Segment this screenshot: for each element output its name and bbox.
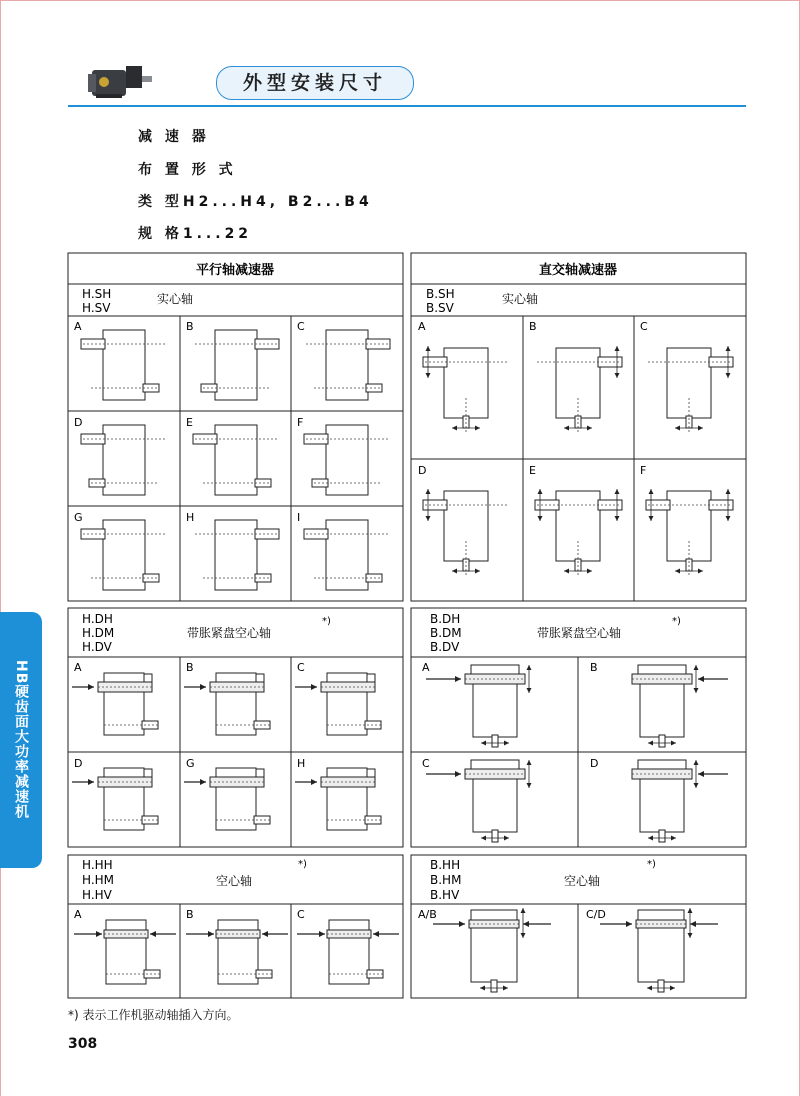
cell-label: C xyxy=(297,908,305,921)
arrow-icon xyxy=(504,836,509,841)
cell-label: A xyxy=(74,320,82,333)
arrow-icon xyxy=(319,931,325,937)
side-tab xyxy=(0,612,42,868)
arrow-icon xyxy=(649,489,654,494)
arrow-icon xyxy=(726,516,731,521)
arrow-icon xyxy=(521,908,526,913)
arrow-icon xyxy=(648,741,653,746)
arrow-icon xyxy=(527,783,532,788)
arrow-icon xyxy=(615,346,620,351)
arrow-icon xyxy=(452,426,457,431)
arrow-icon xyxy=(455,771,461,777)
cell-label: I xyxy=(297,511,301,524)
drawing-shape xyxy=(659,735,665,747)
arrow-icon xyxy=(615,516,620,521)
arrow-icon xyxy=(88,779,94,785)
type-code: B.DV xyxy=(430,640,460,654)
drawing-shape xyxy=(473,772,517,832)
footnote-marker: *) xyxy=(298,859,307,870)
drawing-shape xyxy=(326,330,368,400)
cell-label: C xyxy=(297,320,305,333)
arrow-icon xyxy=(698,569,703,574)
arrow-icon xyxy=(698,426,703,431)
shaft-label: 实心轴 xyxy=(502,292,539,306)
arrow-icon xyxy=(670,986,675,991)
drawing-shape xyxy=(492,735,498,747)
type-code: B.DH xyxy=(430,612,461,626)
cell-label: A xyxy=(74,661,82,674)
cell-label: G xyxy=(74,511,83,524)
arrow-icon xyxy=(200,684,206,690)
arrow-icon xyxy=(648,836,653,841)
drawing-shape xyxy=(103,330,145,400)
arrow-icon xyxy=(694,783,699,788)
shaft-label: 带胀紧盘空心轴 xyxy=(187,626,272,640)
spec-reducer: 减 速 器 xyxy=(138,129,210,145)
arrow-icon xyxy=(480,986,485,991)
cell-label: A xyxy=(418,320,426,333)
arrow-icon xyxy=(615,373,620,378)
arrow-icon xyxy=(564,569,569,574)
arrow-icon xyxy=(694,760,699,765)
arrow-icon xyxy=(527,760,532,765)
arrow-icon xyxy=(88,684,94,690)
arrow-icon xyxy=(96,931,102,937)
arrow-icon xyxy=(626,921,632,927)
arrow-icon xyxy=(564,426,569,431)
drawing-shape xyxy=(144,674,152,682)
drawing-shape xyxy=(215,330,257,400)
arrow-icon xyxy=(726,489,731,494)
arrow-icon xyxy=(481,836,486,841)
footnote-marker: *) xyxy=(322,616,331,627)
type-code: H.HV xyxy=(82,888,112,902)
shaft-label: 带胀紧盘空心轴 xyxy=(537,626,622,640)
arrow-icon xyxy=(587,569,592,574)
drawing-shape xyxy=(367,674,375,682)
drawing-shape xyxy=(471,922,517,982)
arrow-icon xyxy=(504,741,509,746)
arrow-icon xyxy=(373,931,379,937)
arrow-icon xyxy=(262,931,268,937)
type-code: B.SH xyxy=(426,287,455,301)
shaft-label: 空心轴 xyxy=(216,874,253,888)
arrow-icon xyxy=(538,516,543,521)
cell-label: G xyxy=(186,757,195,770)
arrow-icon xyxy=(475,569,480,574)
type-code: B.DM xyxy=(430,626,462,640)
arrow-icon xyxy=(150,931,156,937)
arrow-icon xyxy=(688,933,693,938)
type-code: H.HH xyxy=(82,858,113,872)
footnote-marker: *) xyxy=(672,616,681,627)
cell-label: D xyxy=(74,416,83,429)
arrow-icon xyxy=(200,779,206,785)
arrow-icon xyxy=(698,676,704,682)
type-code: B.SV xyxy=(426,301,454,315)
arrow-icon xyxy=(690,921,696,927)
arrow-icon xyxy=(694,665,699,670)
spec-arrangement: 布 置 形 式 xyxy=(138,162,237,178)
shaft-label: 空心轴 xyxy=(564,874,601,888)
spec-type: 类 型H2...H4, B2...B4 xyxy=(138,194,373,210)
cell-label: B xyxy=(186,908,194,921)
page-title: 外型安装尺寸 xyxy=(216,66,414,100)
drawing-shape xyxy=(144,769,152,777)
drawing-shape xyxy=(640,677,684,737)
drawing-shape xyxy=(659,830,665,842)
drawing-shape xyxy=(326,520,368,590)
arrow-icon xyxy=(527,688,532,693)
type-code: H.DH xyxy=(82,612,113,626)
cell-label: E xyxy=(186,416,193,429)
drawing-shape xyxy=(215,425,257,495)
arrow-icon xyxy=(688,908,693,913)
cell-label: E xyxy=(529,464,536,477)
arrow-icon xyxy=(587,426,592,431)
arrow-icon xyxy=(615,489,620,494)
page-number: 308 xyxy=(68,1036,98,1052)
arrow-icon xyxy=(694,688,699,693)
drawing-shape xyxy=(473,677,517,737)
cell-label: B xyxy=(186,661,194,674)
cell-label: B xyxy=(529,320,537,333)
type-code: H.DV xyxy=(82,640,112,654)
cell-label: B xyxy=(186,320,194,333)
cell-label: A xyxy=(74,908,82,921)
arrow-icon xyxy=(481,741,486,746)
drawing-shape xyxy=(256,674,264,682)
arrow-icon xyxy=(475,426,480,431)
type-code: H.SH xyxy=(82,287,112,301)
cell-label: D xyxy=(74,757,83,770)
arrow-icon xyxy=(726,373,731,378)
cell-label: C/D xyxy=(586,908,606,921)
drawing-shape xyxy=(326,425,368,495)
arrow-icon xyxy=(538,489,543,494)
arrow-icon xyxy=(426,373,431,378)
cell-label: D xyxy=(418,464,427,477)
cell-label: H xyxy=(186,511,195,524)
arrow-icon xyxy=(452,569,457,574)
cell-label: H xyxy=(297,757,306,770)
arrow-icon xyxy=(426,346,431,351)
arrow-icon xyxy=(208,931,214,937)
arrow-icon xyxy=(523,921,529,927)
type-code: B.HM xyxy=(430,873,462,887)
cell-label: B xyxy=(590,661,598,674)
cell-label: C xyxy=(640,320,648,333)
drawing-shape xyxy=(640,772,684,832)
cell-label: C xyxy=(297,661,305,674)
drawing-shape xyxy=(103,520,145,590)
type-code: H.HM xyxy=(82,873,115,887)
arrow-icon xyxy=(698,771,704,777)
footnote-marker: *) xyxy=(647,859,656,870)
type-code: H.DM xyxy=(82,626,115,640)
shaft-label: 实心轴 xyxy=(157,292,194,306)
arrow-icon xyxy=(675,569,680,574)
drawing-shape xyxy=(367,769,375,777)
cell-label: F xyxy=(297,416,304,429)
arrow-icon xyxy=(311,779,317,785)
arrow-icon xyxy=(426,516,431,521)
arrow-icon xyxy=(647,986,652,991)
type-code: H.SV xyxy=(82,301,111,315)
right-angle-section-title: 直交轴减速器 xyxy=(538,263,618,278)
drawing-shape xyxy=(638,922,684,982)
drawing-shape xyxy=(491,980,497,992)
footnote: *) 表示工作机驱动轴插入方向。 xyxy=(68,1008,239,1022)
arrow-icon xyxy=(675,426,680,431)
cell-label: F xyxy=(640,464,647,477)
cell-label: A xyxy=(422,661,430,674)
drawing-shape xyxy=(256,769,264,777)
arrow-icon xyxy=(459,921,465,927)
arrow-icon xyxy=(521,933,526,938)
side-tab-label: HB硬齿面大功率减速机 xyxy=(13,660,29,820)
type-code: B.HH xyxy=(430,858,461,872)
arrow-icon xyxy=(671,836,676,841)
type-code: B.HV xyxy=(430,888,460,902)
cell-label: A/B xyxy=(418,908,437,921)
cell-label: D xyxy=(590,757,599,770)
spec-size: 规 格1...22 xyxy=(138,226,253,242)
arrow-icon xyxy=(671,741,676,746)
arrow-icon xyxy=(649,516,654,521)
arrow-icon xyxy=(311,684,317,690)
drawing-shape xyxy=(215,520,257,590)
arrow-icon xyxy=(726,346,731,351)
drawing-shape xyxy=(492,830,498,842)
arrow-icon xyxy=(503,986,508,991)
arrow-icon xyxy=(426,489,431,494)
drawing-shape xyxy=(658,980,664,992)
parallel-section-title: 平行轴减速器 xyxy=(195,263,275,278)
cell-label: C xyxy=(422,757,430,770)
drawing-shape xyxy=(103,425,145,495)
arrow-icon xyxy=(527,665,532,670)
arrow-icon xyxy=(455,676,461,682)
